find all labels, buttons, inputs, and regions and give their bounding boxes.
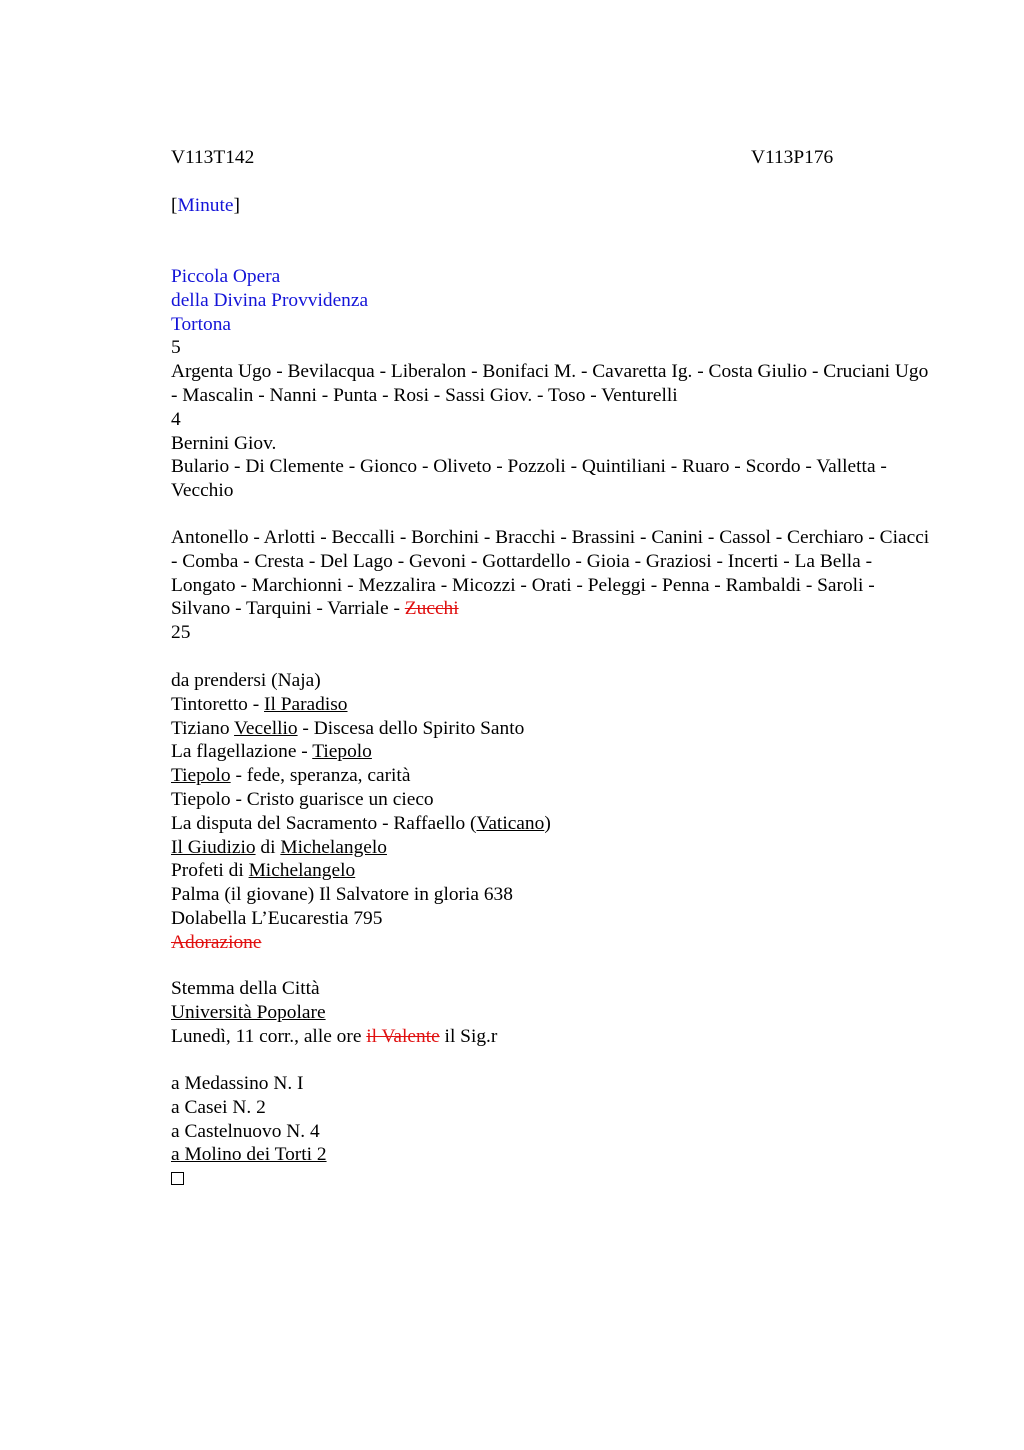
art-line-3: La flagellazione - Tiepolo bbox=[171, 741, 372, 763]
places-block bbox=[171, 1072, 931, 1191]
art-line-5: Tiepolo - Cristo guarisce un cieco bbox=[171, 788, 434, 810]
art-line-11-struck: Adorazione bbox=[171, 931, 262, 953]
city-line-2: Università Popolare bbox=[171, 1001, 326, 1023]
group-25-names bbox=[171, 526, 931, 621]
place-line-3: a Castelnuovo N. 4 bbox=[171, 1120, 320, 1142]
artworks-list bbox=[171, 669, 931, 955]
bracket-close: ] bbox=[233, 195, 240, 216]
art-line-8: Profeti di Michelangelo bbox=[171, 860, 356, 882]
group-25-block bbox=[171, 526, 931, 645]
minute-link[interactable]: Minute bbox=[177, 195, 234, 216]
city-line-3: Lunedì, 11 corr., alle ore il Valente il Sig.r bbox=[171, 1025, 498, 1047]
org-line-1: Piccola Opera bbox=[171, 266, 281, 287]
art-line-2: Tiziano Vecellio - Discesa dello Spirito Santo bbox=[171, 717, 525, 739]
art-intro: da prendersi (Naja) bbox=[171, 670, 321, 691]
art-line-4: Tiepolo - fede, speranza, carità bbox=[171, 765, 411, 787]
group-4-names: Bulario - Di Clemente - Gionco - Oliveto - Pozzoli - Quintiliani - Ruaro - Scordo - Valletta - Vecchio bbox=[171, 456, 887, 502]
bracket-open: [ bbox=[171, 195, 178, 216]
place-line-4: a Molino dei Torti 2 bbox=[171, 1144, 327, 1166]
city-block bbox=[171, 977, 931, 1048]
art-line-6: La disputa del Sacramento - Raffaello (Vaticano) bbox=[171, 812, 551, 834]
document-code-left: V113T142 bbox=[171, 147, 255, 168]
art-line-10: Dolabella L’Eucarestia 795 bbox=[171, 907, 383, 929]
org-line-2: della Divina Provvidenza bbox=[171, 289, 369, 311]
city-line-1: Stemma della Città bbox=[171, 978, 320, 999]
org-line-3: Tortona bbox=[171, 313, 232, 335]
header-row bbox=[171, 146, 931, 170]
group-5-names: Argenta Ugo - Bevilacqua - Liberalon - Bonifaci M. - Cavaretta Ig. - Costa Giulio - Cruciani Ugo - Mascalin - Nanni - Punta - Rosi - Sassi Giov. - Toso - Venturelli bbox=[171, 361, 929, 406]
art-line-7: Il Giudizio di Michelangelo bbox=[171, 836, 387, 858]
document-code-right: V113P176 bbox=[751, 147, 834, 168]
art-line-9: Palma (il giovane) Il Salvatore in gloria 638 bbox=[171, 884, 513, 906]
group-5-count: 5 bbox=[171, 337, 181, 359]
group-25-count: 25 bbox=[171, 622, 191, 644]
organization-heading bbox=[171, 265, 931, 503]
group-25-list: Antonello - Arlotti - Beccalli - Borchini - Bracchi - Brassini - Canini - Cassol - Cerchiaro - Ciacci - Comba - Cresta - Del Lago - Gevoni - Gottardello - Gioia - Graziosi - Incerti - La Bella - Longato - Marchionni - Mezzalira - Micozzi - Orati - Peleggi - Penna - Rambaldi - Saroli - Silvano - Tarquini - Varriale - bbox=[171, 527, 930, 620]
place-line-1: a Medassino N. I bbox=[171, 1073, 304, 1094]
checkbox-line bbox=[171, 1167, 931, 1191]
minute-label bbox=[171, 194, 931, 218]
group-4-count: 4 bbox=[171, 408, 181, 430]
group-4-first: Bernini Giov. bbox=[171, 432, 277, 454]
checkbox-square-icon[interactable] bbox=[171, 1172, 184, 1185]
art-line-1: Tintoretto - Il Paradiso bbox=[171, 693, 348, 715]
struck-name: Zucchi bbox=[404, 598, 459, 620]
place-line-2: a Casei N. 2 bbox=[171, 1096, 266, 1118]
